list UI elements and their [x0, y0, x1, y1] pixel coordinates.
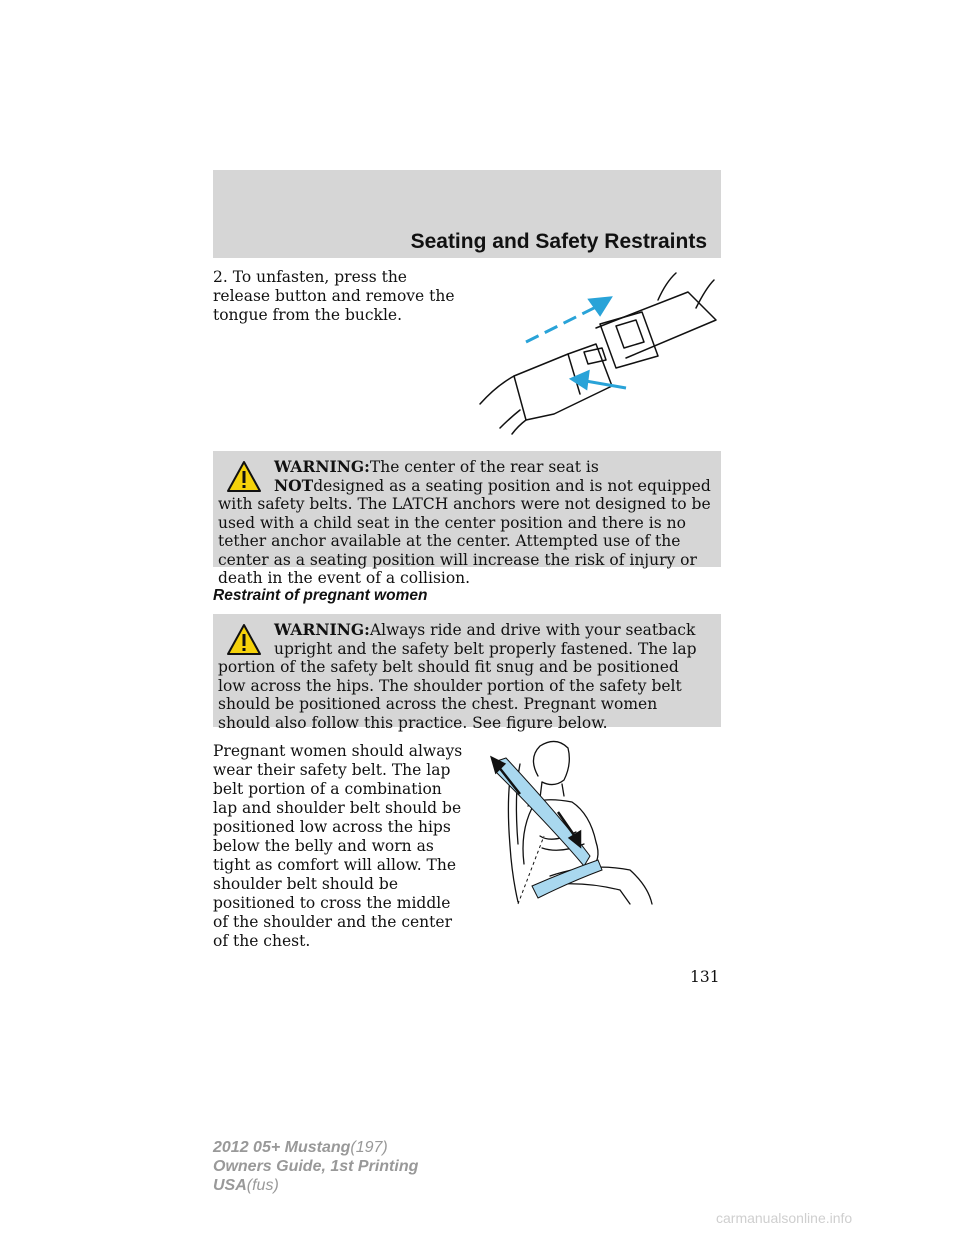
footer-market: USA — [213, 1177, 247, 1194]
warning-label: WARNING: — [274, 620, 370, 639]
section-title: Seating and Safety Restraints — [410, 230, 707, 253]
warning-text: Always ride and drive with your seatback upright and the safety belt properly fastened. The lap portion of the safety belt should fit snug and be positioned low across the hips. The shoulder portion of the safety belt should be positioned across the chest. Pregnant women should also follow this practice. See figure below. — [218, 621, 697, 732]
footer-edition-info — [213, 1138, 418, 1195]
page-number: 131 — [690, 968, 720, 986]
warning-text-part1: The center of the rear seat is — [369, 458, 599, 476]
warning-text-part2: designed as a seating position and is not equipped with safety belts. The LATCH anchors were not designed to be used with a child seat in the center position and there is no tether anchor available at the center. Attempted use of the center as a seating position will increase the risk of injury or death in the event of a collision. — [218, 476, 711, 587]
pregnant-women-paragraph: Pregnant women should always wear their safety belt. The lap belt portion of a combination lap and shoulder belt should be positioned low across the hips below the belly and worn as tight as comfort will allow. The shoulder belt should be positioned to cross the middle of the shoulder and the center of the chest. — [213, 742, 463, 950]
watermark-text: carmanualsonline.info — [716, 1210, 853, 1226]
warning-seatback-upright — [213, 614, 721, 732]
unfasten-paragraph: 2. To unfasten, press the release button and remove the tongue from the buckle. — [213, 268, 455, 324]
warning-label: WARNING: — [274, 457, 370, 476]
buckle-release-illustration — [478, 268, 722, 440]
footer-model: 2012 05+ Mustang — [213, 1139, 351, 1156]
warning-triangle-icon — [226, 460, 262, 494]
pregnant-woman-seatbelt-illustration — [480, 736, 665, 908]
warning-center-seat — [213, 451, 721, 587]
footer-model-code: (197) — [350, 1139, 388, 1156]
section-heading-pregnant-women: Restraint of pregnant women — [213, 587, 428, 604]
warning-triangle-icon — [226, 623, 262, 657]
footer-printing: Owners Guide, 1st Printing — [213, 1158, 419, 1175]
footer-market-code: (fus) — [246, 1177, 279, 1194]
section-header-band — [213, 170, 721, 258]
warning-not-emphasis: NOT — [274, 475, 314, 495]
